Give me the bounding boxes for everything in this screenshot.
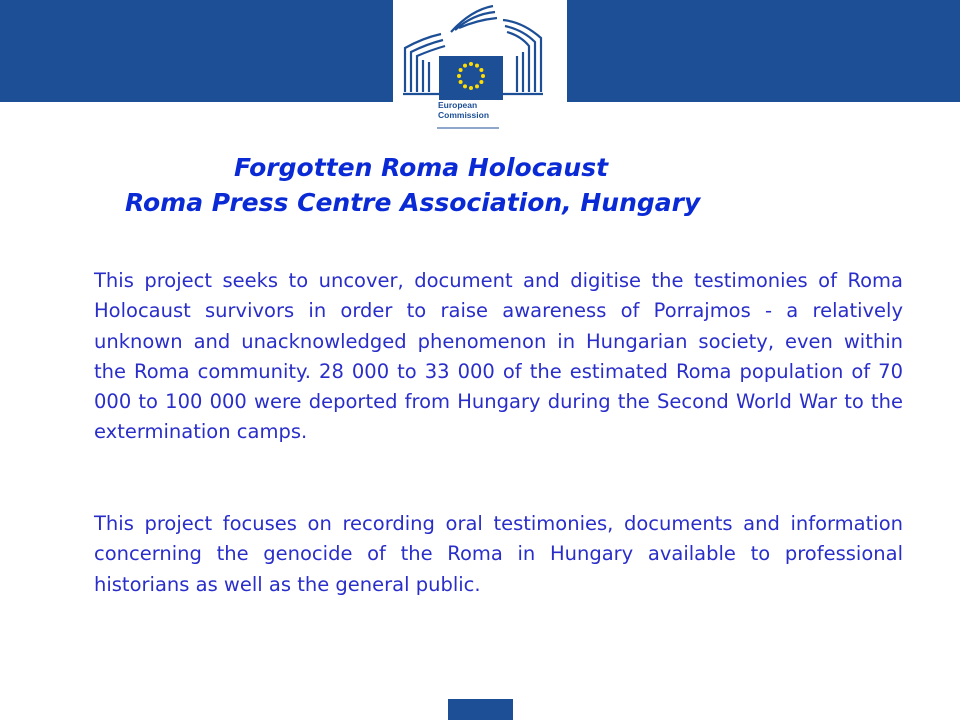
footer-square — [448, 699, 513, 720]
title-line-1: Forgotten Roma Holocaust — [234, 153, 609, 182]
logo-line2: Commission — [438, 110, 490, 120]
logo-line1: European — [438, 100, 478, 110]
european-commission-logo — [393, 0, 567, 136]
title-line-2: Roma Press Centre Association, Hungary — [125, 188, 701, 217]
paragraph-1: This project seeks to uncover, document and digitise the testimonies of Roma Holocaust survivors in order to raise awareness of Porrajmos - a relatively unknown and unacknowledged phenomenon in Hungarian society, even within the Roma community. 28 000 to 33 000 of the estimated Roma population of 70 000 to 100 000 were deported from Hungary during the Second World War to the extermination camps. — [94, 269, 903, 444]
paragraph-2: This project focuses on recording oral testimonies, documents and information concerning the genocide of the Roma in Hungary available to professional historians as well as the general public. — [94, 512, 903, 596]
logo-wordmark — [438, 100, 489, 120]
